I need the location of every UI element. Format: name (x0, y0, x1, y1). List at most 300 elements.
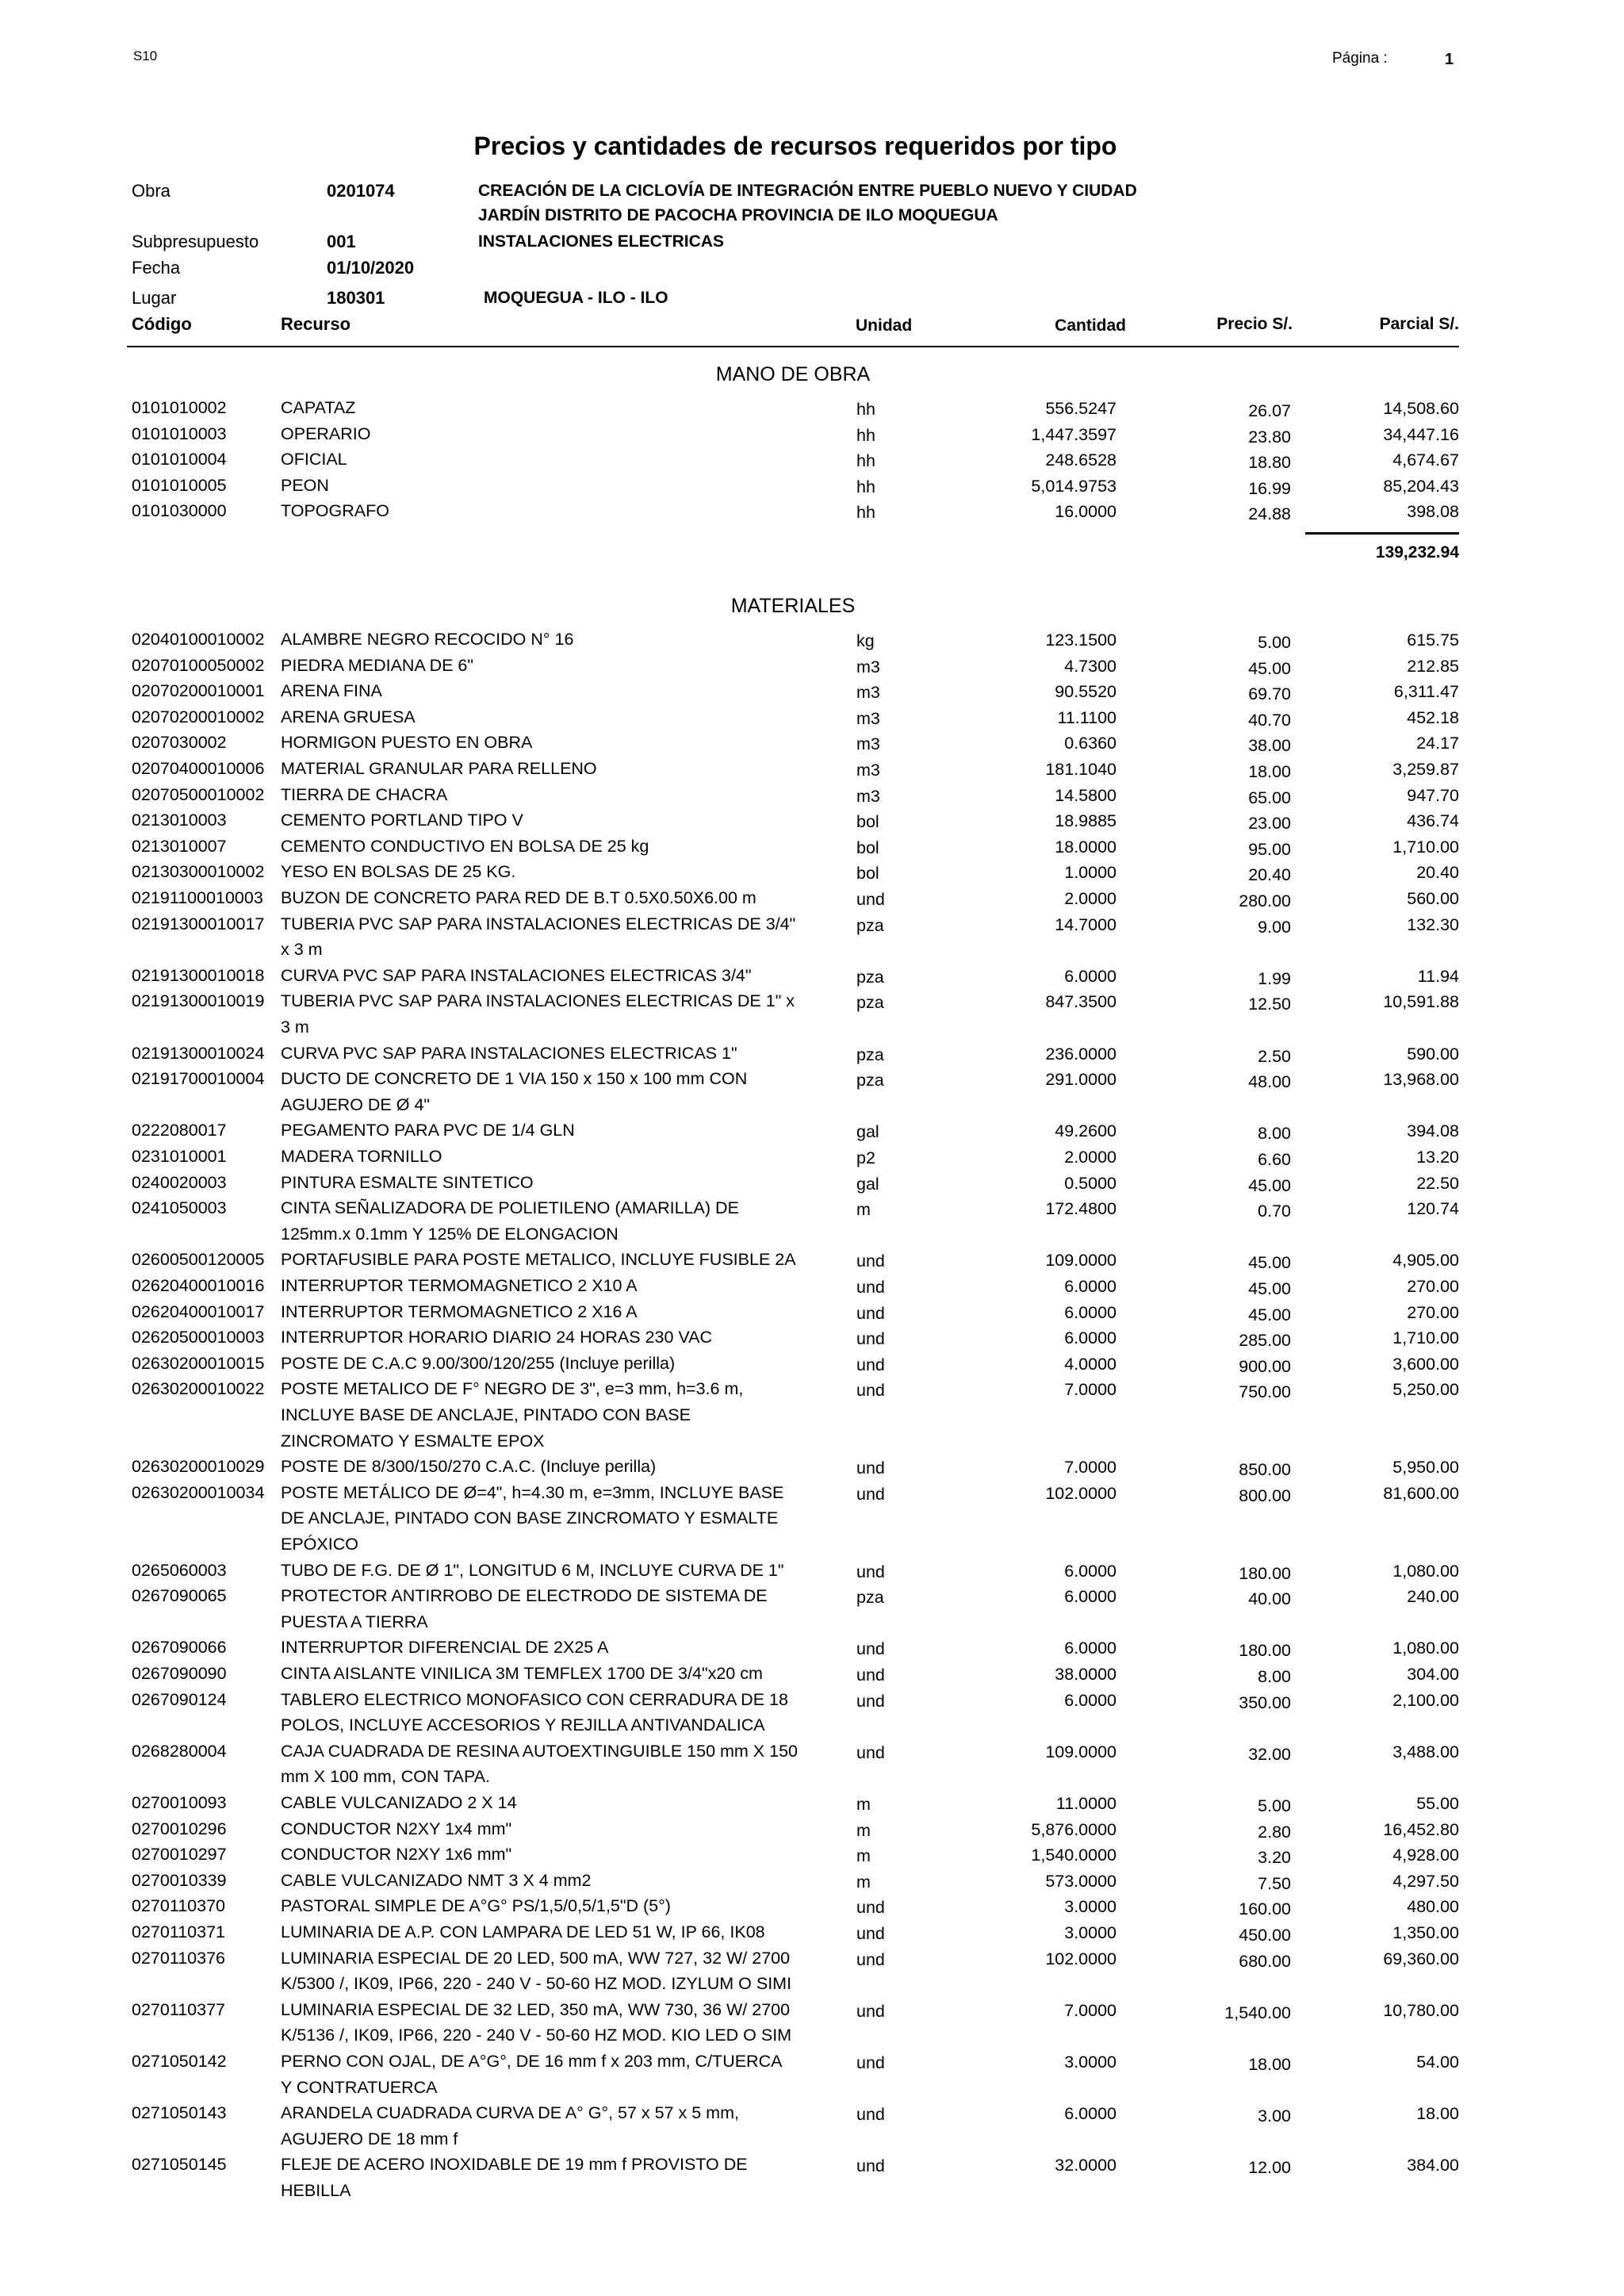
row-partial: 22.50 (1416, 1174, 1459, 1193)
row-price: 3.00 (1258, 2106, 1291, 2125)
row-description: PERNO CON OJAL, DE A°G°, DE 16 mm f x 203 mm, C/TUERCA (281, 2052, 783, 2071)
row-description: LUMINARIA ESPECIAL DE 20 LED, 500 mA, WW 727, 32 W/ 2700 (281, 1949, 791, 1968)
row-unit: hh (856, 503, 875, 522)
row-partial: 6,311.47 (1393, 682, 1459, 701)
row-partial: 4,674.67 (1392, 450, 1459, 470)
row-unit: hh (856, 400, 875, 419)
row-partial: 14,508.60 (1383, 399, 1459, 418)
row-partial: 13.20 (1416, 1148, 1459, 1167)
row-description: INTERRUPTOR DIFERENCIAL DE 2X25 A (281, 1638, 609, 1657)
row-code: 0270110376 (132, 1949, 225, 1968)
row-price: 40.70 (1248, 711, 1291, 730)
row-price: 38.00 (1248, 736, 1291, 755)
row-code: 02070200010001 (132, 681, 265, 700)
row-partial: 4,905.00 (1392, 1251, 1459, 1270)
row-partial: 55.00 (1416, 1794, 1459, 1813)
row-price: 3.20 (1258, 1848, 1291, 1867)
row-unit: und (856, 1562, 885, 1581)
row-quantity: 90.5520 (1055, 682, 1116, 701)
row-quantity: 4.7300 (1064, 657, 1116, 676)
row-description: HORMIGON PUESTO EN OBRA (281, 733, 533, 752)
row-code: 0267090065 (132, 1586, 227, 1605)
report-code: S10 (133, 48, 158, 63)
row-price: 1.99 (1258, 969, 1291, 988)
row-unit: bol (856, 864, 879, 883)
row-price: 285.00 (1239, 1331, 1291, 1350)
row-price: 750.00 (1239, 1382, 1291, 1401)
row-description: INTERRUPTOR HORARIO DIARIO 24 HORAS 230 VAC (281, 1328, 712, 1347)
row-quantity: 6.0000 (1064, 1328, 1116, 1347)
row-price: 8.00 (1258, 1124, 1291, 1143)
row-partial: 132.30 (1407, 915, 1459, 934)
row-description: CINTA SEÑALIZADORA DE POLIETILENO (AMARILLA) DE (281, 1198, 739, 1217)
row-partial: 398.08 (1407, 502, 1459, 521)
row-quantity: 0.5000 (1064, 1174, 1116, 1193)
row-quantity: 181.1040 (1045, 760, 1116, 779)
row-code: 0270110370 (132, 1896, 225, 1915)
row-description: PEGAMENTO PARA PVC DE 1/4 GLN (281, 1121, 575, 1140)
row-partial: 18.00 (1416, 2104, 1459, 2123)
row-code: 0270010296 (132, 1819, 227, 1838)
row-code: 02191300010019 (132, 991, 265, 1010)
row-quantity: 6.0000 (1064, 1303, 1116, 1322)
row-partial: 5,250.00 (1392, 1380, 1459, 1399)
row-quantity: 32.0000 (1055, 2156, 1116, 2175)
row-quantity: 49.2600 (1055, 1121, 1116, 1140)
row-quantity: 11.0000 (1055, 1794, 1116, 1813)
row-description: HEBILLA (281, 2181, 351, 2200)
row-quantity: 2.0000 (1064, 1148, 1116, 1167)
row-unit: und (856, 1278, 885, 1297)
row-unit: m (856, 1200, 871, 1219)
row-price: 45.00 (1248, 1253, 1291, 1272)
row-price: 160.00 (1239, 1899, 1291, 1918)
row-quantity: 1,447.3597 (1031, 425, 1116, 444)
row-unit: m (856, 1846, 871, 1865)
col-header-precio: Precio S/. (1216, 315, 1293, 333)
row-unit: und (856, 1304, 885, 1323)
row-quantity: 109.0000 (1045, 1251, 1116, 1270)
row-unit: und (856, 1458, 885, 1478)
row-code: 0101010005 (132, 476, 227, 495)
row-partial: 212.85 (1407, 657, 1459, 676)
row-partial: 10,780.00 (1383, 2001, 1459, 2020)
row-price: 23.00 (1248, 814, 1291, 833)
row-code: 0268280004 (132, 1742, 227, 1761)
row-partial: 120.74 (1407, 1199, 1459, 1218)
row-description: CONDUCTOR N2XY 1x6 mm" (281, 1845, 512, 1864)
subpresupuesto-description: INSTALACIONES ELECTRICAS (478, 232, 724, 251)
row-quantity: 109.0000 (1045, 1742, 1116, 1761)
row-price: 680.00 (1239, 1952, 1291, 1971)
row-description: TUBO DE F.G. DE Ø 1", LONGITUD 6 M, INCLUYE CURVA DE 1" (281, 1561, 784, 1580)
row-partial: 394.08 (1407, 1121, 1459, 1140)
row-partial: 34,447.16 (1383, 425, 1459, 444)
row-partial: 1,710.00 (1392, 1328, 1459, 1347)
row-unit: und (856, 1381, 885, 1400)
row-description: TOPOGRAFO (281, 501, 389, 520)
row-price: 40.00 (1248, 1589, 1291, 1608)
row-description: DUCTO DE CONCRETO DE 1 VIA 150 x 150 x 100 mm CON (281, 1069, 748, 1088)
row-unit: m3 (856, 761, 880, 780)
subtotal-rule (1305, 532, 1459, 535)
row-code: 02630200010034 (132, 1483, 265, 1502)
row-price: 8.00 (1258, 1667, 1291, 1686)
row-price: 900.00 (1239, 1357, 1291, 1376)
row-unit: und (856, 1665, 885, 1685)
row-price: 850.00 (1239, 1460, 1291, 1479)
row-description: CURVA PVC SAP PARA INSTALACIONES ELECTRICAS 1" (281, 1044, 737, 1063)
row-code: 0213010003 (132, 811, 227, 830)
row-partial: 11.94 (1417, 967, 1459, 986)
row-unit: pza (856, 1045, 884, 1064)
row-partial: 16,452.80 (1383, 1820, 1459, 1839)
row-price: 0.70 (1258, 1202, 1291, 1221)
col-header-cantidad: Cantidad (1055, 316, 1126, 335)
row-partial: 1,350.00 (1392, 1923, 1459, 1942)
row-code: 0240020003 (132, 1173, 227, 1192)
row-description: MADERA TORNILLO (281, 1147, 442, 1166)
row-description: OFICIAL (281, 450, 347, 469)
row-partial: 590.00 (1407, 1045, 1459, 1064)
row-code: 0101010003 (132, 424, 227, 443)
row-quantity: 6.0000 (1064, 1562, 1116, 1581)
row-partial: 13,968.00 (1383, 1070, 1459, 1089)
row-unit: und (856, 2053, 885, 2072)
row-quantity: 556.5247 (1045, 399, 1116, 418)
row-partial: 4,928.00 (1392, 1846, 1459, 1865)
row-price: 24.88 (1248, 504, 1291, 523)
row-code: 02630200010022 (132, 1379, 265, 1398)
row-unit: und (856, 1898, 885, 1917)
obra-description-line2: JARDÍN DISTRITO DE PACOCHA PROVINCIA DE ILO MOQUEGUA (478, 206, 998, 224)
row-unit: und (856, 1692, 885, 1711)
row-quantity: 38.0000 (1055, 1665, 1116, 1684)
row-description: 3 m (281, 1018, 309, 1037)
row-partial: 20.40 (1416, 863, 1459, 882)
row-code: 02600500120005 (132, 1250, 265, 1269)
row-description: CONDUCTOR N2XY 1x4 mm" (281, 1819, 512, 1838)
row-code: 0267090124 (132, 1690, 227, 1709)
row-code: 02191300010017 (132, 914, 265, 933)
row-description: CAJA CUADRADA DE RESINA AUTOEXTINGUIBLE 150 mm X 150 (281, 1742, 798, 1761)
row-description: K/5136 /, IK09, IP66, 220 - 240 V - 50-60 HZ MOD. KIO LED O SIM (281, 2026, 792, 2045)
row-partial: 1,080.00 (1392, 1639, 1459, 1658)
row-code: 02620400010017 (132, 1302, 265, 1321)
row-partial: 270.00 (1407, 1303, 1459, 1322)
row-quantity: 18.9885 (1055, 811, 1116, 830)
row-price: 23.80 (1248, 427, 1291, 447)
row-description: CABLE VULCANIZADO 2 X 14 (281, 1793, 517, 1812)
row-unit: pza (856, 1588, 884, 1607)
row-description: ALAMBRE NEGRO RECOCIDO N° 16 (281, 630, 574, 649)
row-code: 0222080017 (132, 1121, 227, 1140)
row-partial: 436.74 (1407, 811, 1459, 830)
row-description: LUMINARIA ESPECIAL DE 32 LED, 350 mA, WW 730, 36 W/ 2700 (281, 2000, 791, 2019)
row-unit: und (856, 1355, 885, 1374)
row-partial: 1,080.00 (1392, 1562, 1459, 1581)
row-quantity: 2.0000 (1064, 889, 1116, 908)
row-code: 02070100050002 (132, 656, 265, 675)
row-code: 02630200010015 (132, 1354, 265, 1373)
row-description: POSTE METÁLICO DE Ø=4", h=4.30 m, e=3mm, INCLUYE BASE (281, 1483, 784, 1502)
row-partial: 452.18 (1407, 708, 1459, 727)
page-title: Precios y cantidades de recursos requeridos por tipo (473, 132, 1117, 160)
row-quantity: 291.0000 (1045, 1070, 1116, 1089)
row-quantity: 6.0000 (1064, 2104, 1116, 2123)
row-description: INTERRUPTOR TERMOMAGNETICO 2 X10 A (281, 1276, 638, 1295)
row-description: PINTURA ESMALTE SINTETICO (281, 1173, 534, 1192)
row-unit: m3 (856, 657, 880, 677)
row-description: CAPATAZ (281, 398, 356, 417)
row-quantity: 4.0000 (1064, 1355, 1116, 1374)
row-description: TUBERIA PVC SAP PARA INSTALACIONES ELECTRICAS DE 1" x (281, 991, 795, 1010)
row-quantity: 16.0000 (1055, 502, 1116, 521)
row-code: 0270010297 (132, 1845, 227, 1864)
row-description: CEMENTO PORTLAND TIPO V (281, 811, 523, 830)
row-description: ARENA FINA (281, 681, 382, 700)
row-description: POSTE METALICO DE F° NEGRO DE 3", e=3 mm, h=3.6 m, (281, 1379, 744, 1398)
row-partial: 1,710.00 (1392, 838, 1459, 857)
row-quantity: 847.3500 (1045, 992, 1116, 1011)
row-price: 45.00 (1248, 1176, 1291, 1195)
row-description: mm X 100 mm, CON TAPA. (281, 1767, 491, 1786)
row-unit: und (856, 1251, 885, 1271)
row-price: 1,540.00 (1224, 2003, 1291, 2022)
subpresupuesto-code: 001 (327, 232, 356, 251)
row-code: 02130300010002 (132, 862, 265, 881)
row-price: 95.00 (1248, 840, 1291, 859)
row-description: PORTAFUSIBLE PARA POSTE METALICO, INCLUYE FUSIBLE 2A (281, 1250, 796, 1269)
row-partial: 4,297.50 (1392, 1872, 1459, 1891)
section-title: MANO DE OBRA (715, 363, 871, 385)
row-price: 12.00 (1248, 2158, 1291, 2177)
row-description: BUZON DE CONCRETO PARA RED DE B.T 0.5X0.50X6.00 m (281, 888, 756, 907)
lugar-label: Lugar (132, 288, 177, 308)
row-description: ZINCROMATO Y ESMALTE EPOX (281, 1432, 545, 1451)
row-price: 18.00 (1248, 762, 1291, 781)
row-unit: pza (856, 968, 884, 987)
row-code: 0207030002 (132, 733, 227, 752)
row-code: 0241050003 (132, 1198, 227, 1217)
row-price: 2.80 (1258, 1823, 1291, 1842)
row-code: 0101010002 (132, 398, 227, 417)
row-price: 18.80 (1248, 453, 1291, 472)
row-code: 0231010001 (132, 1147, 227, 1166)
row-code: 0270110377 (132, 2000, 225, 2019)
row-partial: 560.00 (1407, 889, 1459, 908)
row-code: 02630200010029 (132, 1457, 265, 1476)
row-unit: m (856, 1795, 871, 1814)
row-price: 16.99 (1248, 479, 1291, 498)
row-code: 02191100010003 (132, 888, 263, 907)
row-code: 02040100010002 (132, 630, 265, 649)
row-unit: m (856, 1821, 871, 1840)
row-description: 125mm.x 0.1mm Y 125% DE ELONGACION (281, 1225, 619, 1244)
row-description: TABLERO ELECTRICO MONOFASICO CON CERRADURA DE 18 (281, 1690, 788, 1709)
col-header-unidad: Unidad (856, 316, 913, 335)
obra-code: 0201074 (327, 181, 395, 201)
row-price: 5.00 (1258, 633, 1291, 652)
row-partial: 384.00 (1407, 2156, 1459, 2175)
row-code: 0271050145 (132, 2155, 227, 2174)
row-unit: und (856, 890, 885, 909)
row-code: 0265060003 (132, 1561, 227, 1580)
row-unit: und (856, 1485, 885, 1504)
row-description: PIEDRA MEDIANA DE 6" (281, 656, 474, 675)
row-description: AGUJERO DE Ø 4" (281, 1095, 431, 1114)
row-code: 02070400010006 (132, 759, 265, 778)
page-label: Página : (1332, 50, 1388, 67)
col-header-codigo: Código (132, 314, 192, 334)
row-price: 280.00 (1239, 891, 1291, 910)
row-description: PROTECTOR ANTIRROBO DE ELECTRODO DE SISTEMA DE (281, 1586, 768, 1605)
row-unit: pza (856, 916, 884, 935)
row-code: 02070500010002 (132, 785, 265, 804)
col-header-parcial: Parcial S/. (1379, 315, 1459, 333)
row-quantity: 1,540.0000 (1031, 1846, 1116, 1865)
row-price: 45.00 (1248, 1305, 1291, 1324)
lugar-code: 180301 (327, 288, 385, 308)
row-price: 45.00 (1248, 659, 1291, 678)
row-price: 69.70 (1248, 684, 1291, 703)
row-quantity: 5,014.9753 (1031, 477, 1116, 496)
row-description: FLEJE DE ACERO INOXIDABLE DE 19 mm f PROVISTO DE (281, 2155, 748, 2174)
row-price: 12.50 (1248, 995, 1291, 1014)
row-description: PUESTA A TIERRA (281, 1612, 428, 1631)
row-description: DE ANCLAJE, PINTADO CON BASE ZINCROMATO Y ESMALTE (281, 1508, 779, 1527)
row-quantity: 14.5800 (1055, 786, 1116, 805)
row-partial: 54.00 (1416, 2053, 1459, 2072)
row-description: x 3 m (281, 940, 323, 959)
row-quantity: 6.0000 (1064, 1587, 1116, 1606)
row-unit: hh (856, 477, 875, 496)
row-quantity: 6.0000 (1064, 1277, 1116, 1296)
row-quantity: 7.0000 (1064, 2001, 1116, 2020)
row-price: 9.00 (1258, 918, 1291, 937)
row-quantity: 0.6360 (1064, 734, 1116, 753)
row-partial: 270.00 (1407, 1277, 1459, 1296)
row-description: CEMENTO CONDUCTIVO EN BOLSA DE 25 kg (281, 837, 649, 856)
row-code: 0101030000 (132, 501, 227, 520)
row-partial: 69,360.00 (1383, 1949, 1459, 1968)
row-code: 0101010004 (132, 450, 227, 469)
row-description: YESO EN BOLSAS DE 25 KG. (281, 862, 516, 881)
row-code: 02620400010016 (132, 1276, 265, 1295)
row-unit: und (856, 1924, 885, 1943)
section-subtotal: 139,232.94 (1375, 543, 1459, 562)
row-partial: 947.70 (1407, 786, 1459, 805)
row-partial: 81,600.00 (1383, 1484, 1459, 1503)
row-description: INTERRUPTOR TERMOMAGNETICO 2 X16 A (281, 1302, 638, 1321)
row-partial: 85,204.43 (1383, 477, 1459, 496)
row-partial: 5,950.00 (1392, 1458, 1459, 1477)
row-quantity: 3.0000 (1064, 1897, 1116, 1916)
row-quantity: 18.0000 (1055, 838, 1116, 857)
row-description: PEON (281, 476, 329, 495)
row-unit: hh (856, 451, 875, 470)
row-price: 32.00 (1248, 1745, 1291, 1764)
row-quantity: 11.1100 (1057, 708, 1116, 727)
row-price: 5.00 (1258, 1796, 1291, 1815)
row-partial: 480.00 (1407, 1897, 1459, 1916)
page-number: 1 (1445, 51, 1454, 68)
row-description: POLOS, INCLUYE ACCESORIOS Y REJILLA ANTIVANDALICA (281, 1715, 765, 1734)
col-header-recurso: Recurso (281, 314, 351, 334)
lugar-description: MOQUEGUA - ILO - ILO (484, 289, 668, 307)
row-description: CURVA PVC SAP PARA INSTALACIONES ELECTRICAS 3/4" (281, 966, 752, 985)
row-description: Y CONTRATUERCA (281, 2078, 438, 2097)
row-code: 0213010007 (132, 837, 227, 856)
row-code: 02620500010003 (132, 1328, 265, 1347)
row-price: 180.00 (1239, 1564, 1291, 1583)
row-description: CABLE VULCANIZADO NMT 3 X 4 mm2 (281, 1871, 592, 1890)
row-unit: m3 (856, 734, 880, 753)
row-unit: m3 (856, 709, 880, 728)
row-code: 0271050143 (132, 2103, 227, 2122)
row-price: 180.00 (1239, 1641, 1291, 1660)
row-price: 20.40 (1248, 865, 1291, 884)
row-unit: p2 (856, 1148, 875, 1167)
row-price: 7.50 (1258, 1874, 1291, 1893)
row-quantity: 573.0000 (1045, 1872, 1116, 1891)
row-code: 0267090090 (132, 1664, 227, 1683)
section-title: MATERIALES (730, 595, 856, 617)
row-price: 350.00 (1239, 1693, 1291, 1712)
obra-label: Obra (132, 181, 170, 201)
row-code: 0270010093 (132, 1793, 227, 1812)
row-description: TIERRA DE CHACRA (281, 785, 448, 804)
row-quantity: 3.0000 (1064, 2053, 1116, 2072)
row-description: K/5300 /, IK09, IP66, 220 - 240 V - 50-60 HZ MOD. IZYLUM O SIMI (281, 1974, 792, 1993)
row-partial: 3,600.00 (1392, 1355, 1459, 1374)
row-price: 800.00 (1239, 1486, 1291, 1505)
row-price: 6.60 (1258, 1150, 1291, 1169)
row-unit: und (856, 1639, 885, 1658)
row-price: 48.00 (1248, 1072, 1291, 1091)
row-description: TUBERIA PVC SAP PARA INSTALACIONES ELECTRICAS DE 3/4" (281, 914, 796, 933)
row-unit: bol (856, 838, 879, 857)
row-code: 02191700010004 (132, 1069, 265, 1088)
row-code: 0271050142 (132, 2052, 227, 2071)
subpresupuesto-label: Subpresupuesto (132, 232, 259, 251)
row-unit: m (856, 1872, 871, 1892)
row-price: 65.00 (1248, 788, 1291, 807)
row-code: 0270010339 (132, 1871, 227, 1890)
row-price: 450.00 (1239, 1926, 1291, 1945)
row-unit: kg (856, 631, 875, 650)
row-unit: und (856, 2156, 885, 2175)
row-quantity: 6.0000 (1064, 1639, 1116, 1658)
row-description: CINTA AISLANTE VINILICA 3M TEMFLEX 1700 DE 3/4"x20 cm (281, 1664, 763, 1683)
row-code: 02191300010024 (132, 1044, 265, 1063)
row-partial: 24.17 (1416, 734, 1459, 753)
row-quantity: 102.0000 (1045, 1949, 1116, 1968)
row-unit: bol (856, 812, 879, 831)
obra-description-line1: CREACIÓN DE LA CICLOVÍA DE INTEGRACIÓN ENTRE PUEBLO NUEVO Y CIUDAD (478, 182, 1137, 200)
row-partial: 615.75 (1407, 631, 1459, 650)
row-partial: 304.00 (1407, 1665, 1459, 1684)
row-partial: 2,100.00 (1392, 1691, 1459, 1710)
row-price: 18.00 (1248, 2055, 1291, 2074)
row-unit: hh (856, 426, 875, 445)
row-quantity: 1.0000 (1064, 863, 1116, 882)
row-unit: und (856, 1329, 885, 1348)
row-unit: gal (856, 1122, 879, 1141)
row-partial: 3,488.00 (1392, 1742, 1459, 1761)
row-unit: gal (856, 1175, 879, 1194)
row-quantity: 123.1500 (1045, 631, 1116, 650)
